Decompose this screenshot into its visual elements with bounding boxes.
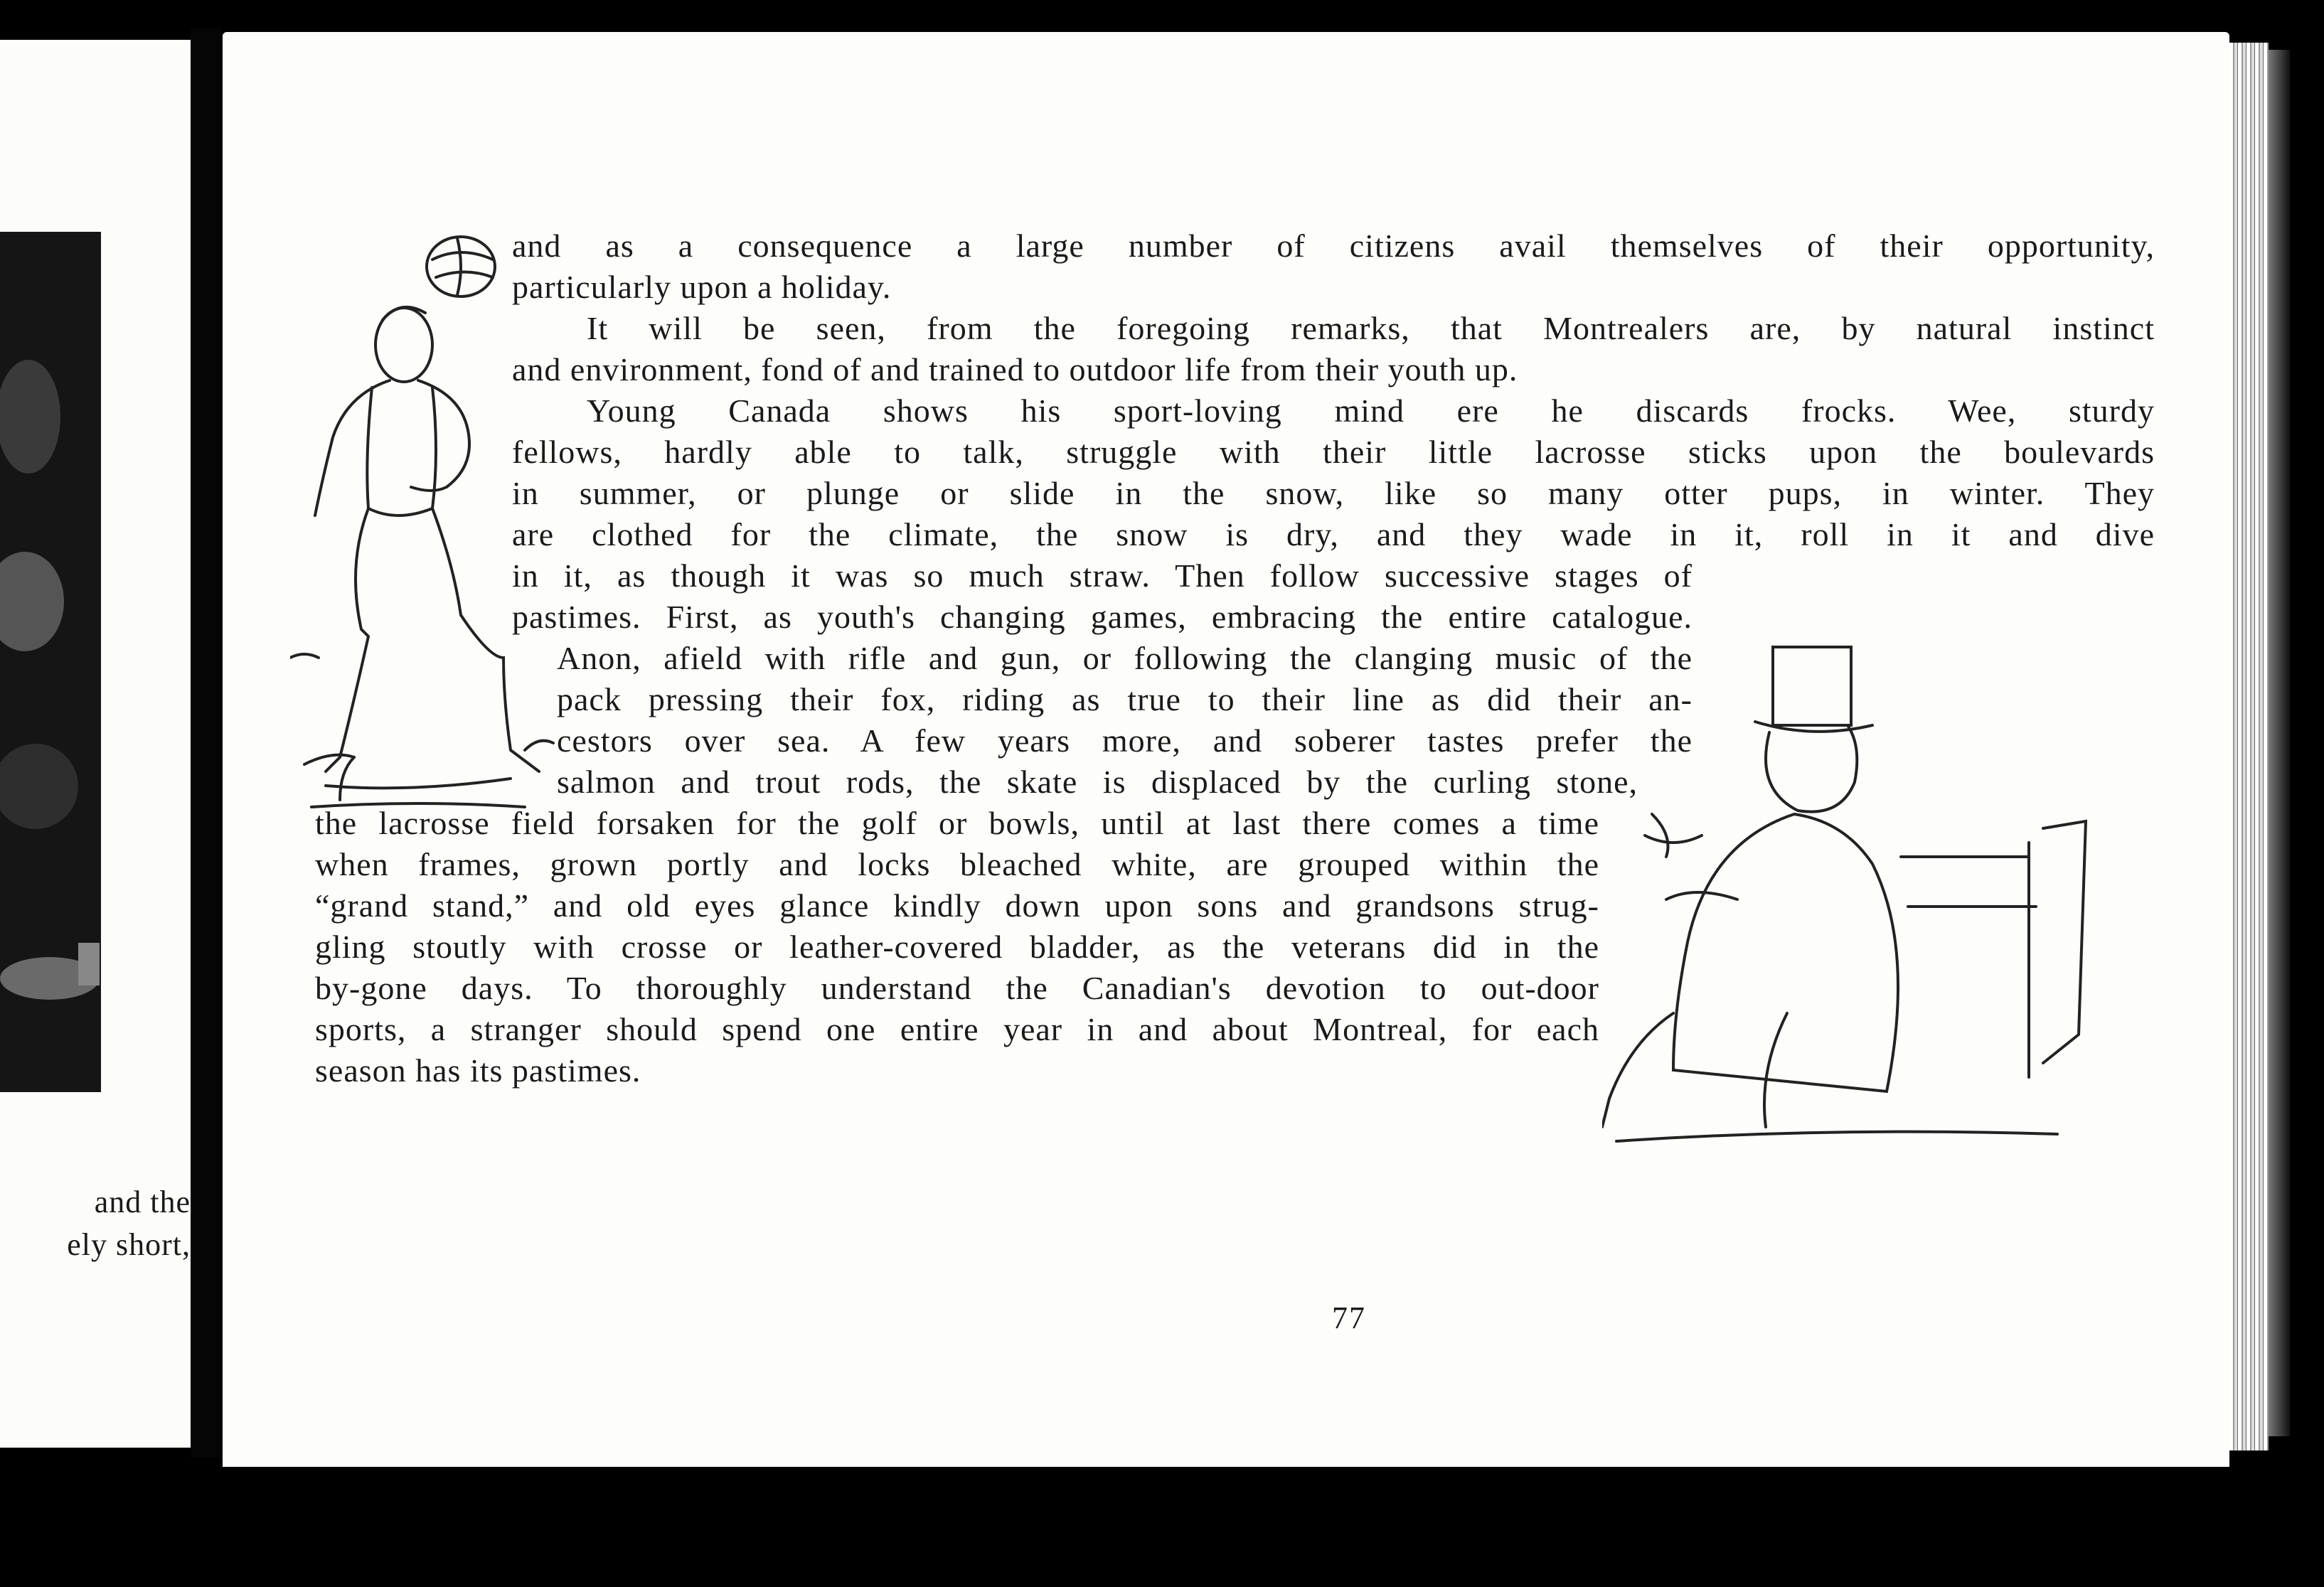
text-line: Anon, afield with rifle and gun, or following the clanging music of the [557,640,1693,676]
previous-page-text [13,1181,191,1266]
page-number: 77 [1332,1300,1366,1335]
text-line: and the [94,1185,191,1219]
previous-page [0,40,191,1448]
text-line: salmon and trout rods, the skate is displaced by the curling stone, [557,764,1638,800]
page-stack-edge [2229,43,2269,1450]
text-line: “grand stand,” and old eyes glance kindly down upon sons and grandsons strug- [315,887,1599,924]
text-line: fellows, hardly able to talk, struggle with their little lacrosse sticks upon the boulevards [512,434,2155,470]
text-line: are clothed for the climate, the snow is dry, and they wade in it, roll in it and dive [512,516,2155,552]
book-gutter [191,28,223,1458]
page-stack-shadow [2269,50,2290,1436]
text-line: pastimes. First, as youth's changing games, embracing the entire catalogue. [512,599,1693,635]
text-line: pack pressing their fox, riding as true to their line as did their an- [557,681,1693,717]
text-line: and as a consequence a large number of citizens avail themselves of their opportunity, [512,228,2155,264]
text-line: the lacrosse field forsaken for the golf or bowls, until at last there comes a time [315,805,1599,841]
seated-gentleman-illustration [1602,615,2256,1155]
text-line: season has its pastimes. [315,1052,641,1089]
text-line: and environment, fond of and trained to outdoor life from their youth up. [512,351,1518,388]
text-line: ely short, [67,1227,191,1262]
text-line: by-gone days. To thoroughly understand the Canadian's devotion to out-door [315,970,1599,1006]
text-line: cestors over sea. A few years more, and soberer tastes prefer the [557,722,1693,759]
photo-illustration-image [0,232,101,1092]
text-line: gling stoutly with crosse or leather-covered bladder, as the veterans did in the [315,929,1599,965]
text-line: It will be seen, from the foregoing remarks, that Montrealers are, by natural instinct [587,310,2155,346]
book-page [223,32,2229,1467]
text-line: sports, a stranger should spend one entire year in and about Montreal, for each [315,1011,1599,1047]
text-line: when frames, grown portly and locks bleached white, are grouped within the [315,846,1599,882]
text-line: in summer, or plunge or slide in the snow, like so many otter pups, in winter. They [512,475,2155,511]
text-line: in it, as though it was so much straw. Then follow successive stages of [512,557,1693,594]
photo-illustration [0,232,101,1092]
text-line: particularly upon a holiday. [512,269,892,305]
text-line: Young Canada shows his sport-loving mind ere he discards frocks. Wee, sturdy [587,392,2155,429]
